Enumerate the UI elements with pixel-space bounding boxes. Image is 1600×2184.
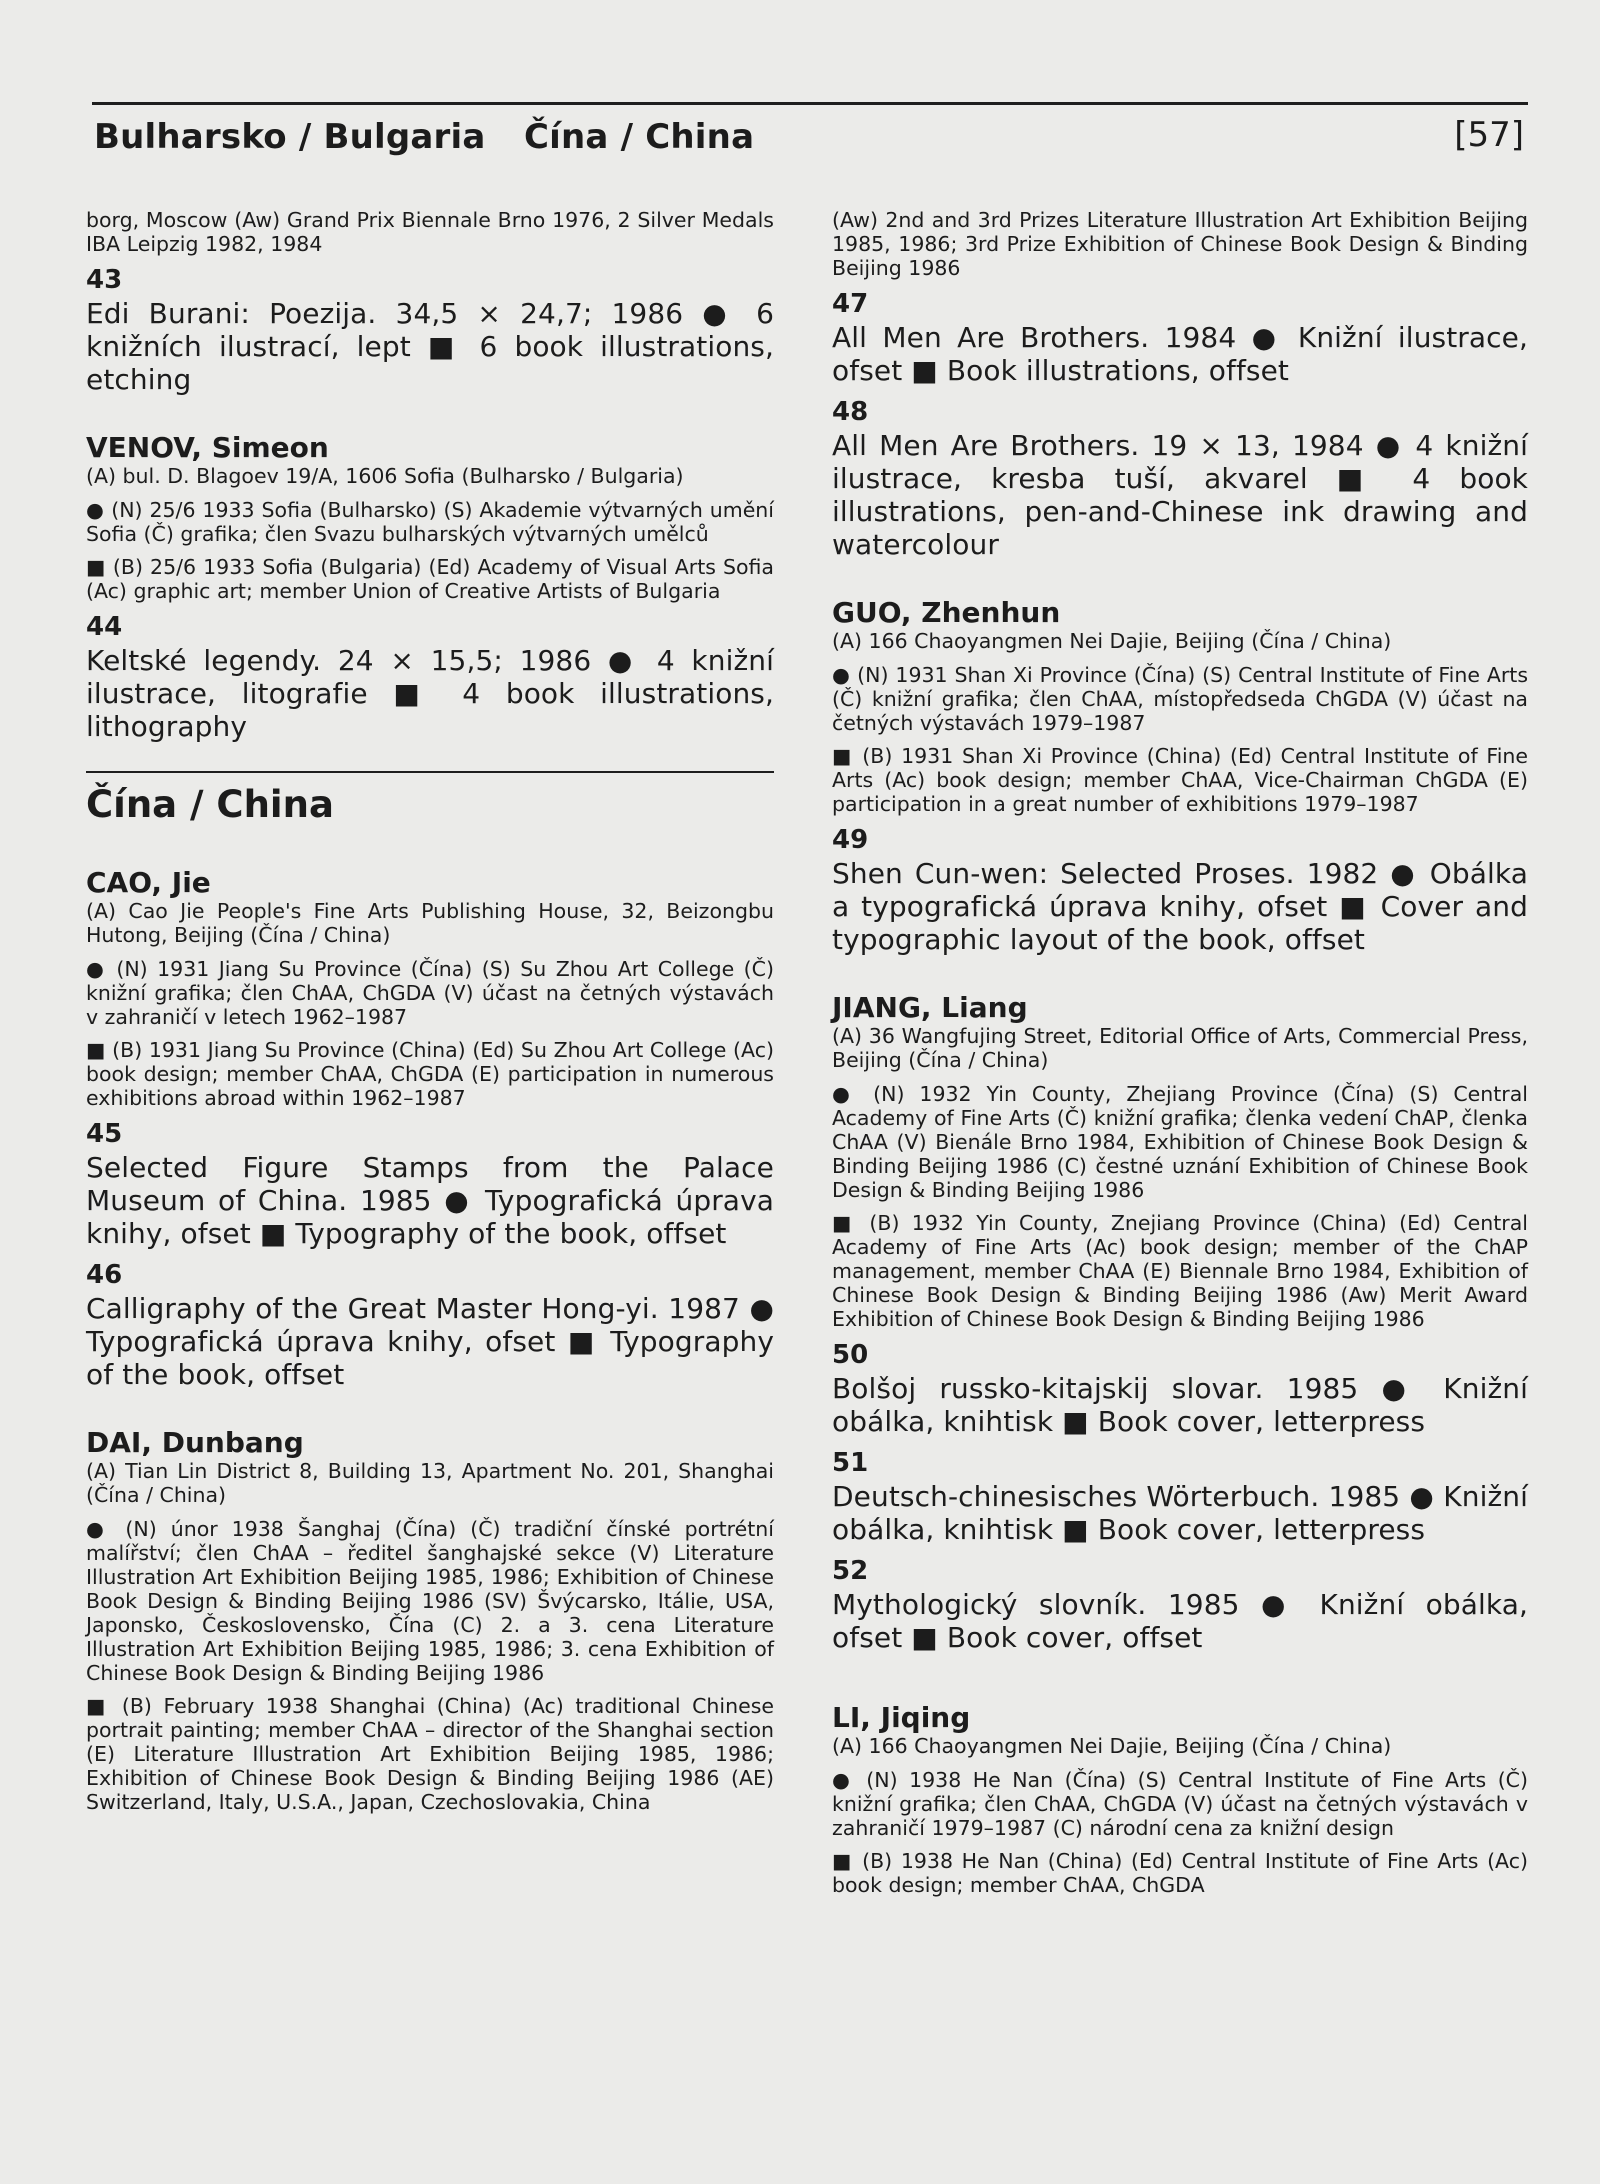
- work-description: All Men Are Brothers. 19 × 13, 1984 ● 4 knižní ilustrace, kresba tuší, akvarel ■ 4 book illustrations, pen-and-Chinese ink drawing and watercolour: [832, 429, 1528, 561]
- work-description: Mythologický slovník. 1985 ● Knižní obálka, ofset ■ Book cover, offset: [832, 1588, 1528, 1654]
- artist-bio-cz: ● (N) 1931 Shan Xi Province (Čína) (S) Central Institute of Fine Arts (Č) knižní grafika; člen ChAA, místopředseda ChGDA (V) účast na četných výstavách 1979–1987: [832, 663, 1528, 735]
- artist-address: (A) 36 Wangfujing Street, Editorial Office of Arts, Commercial Press, Beijing (Čína / China): [832, 1024, 1528, 1072]
- artist-name: GUO, Zhenhun: [832, 596, 1061, 629]
- artist-bio-en: ■ (B) February 1938 Shanghai (China) (Ac) traditional Chinese portrait painting; member ChAA – director of the Shanghai section (E) Literature Illustration Art Exhibition Beijing 1985, 1986; Exhibition of Chinese Book Design & Binding Beijing 1986 (AE) Switzerland, Italy, U.S.A., Japan, Czechoslovakia, China: [86, 1694, 774, 1814]
- artist-name: LI, Jiqing: [832, 1701, 971, 1734]
- artist-bio-en: ■ (B) 1932 Yin County, Znejiang Province (China) (Ed) Central Academy of Fine Arts (Ac) book design; member of the ChAP management, member ChAA (E) Biennale Brno 1984, Exhibition of Chinese Book Design & Binding Beijing 1986 (Aw) Merit Award Exhibition of Chinese Book Design & Binding Beijing 1986: [832, 1211, 1528, 1331]
- work-number: 49: [832, 825, 869, 855]
- artist-bio-en: ■ (B) 25/6 1933 Sofia (Bulgaria) (Ed) Academy of Visual Arts Sofia (Ac) graphic art; member Union of Creative Artists of Bulgaria: [86, 555, 774, 603]
- artist-bio-cz: ● (N) 1932 Yin County, Zhejiang Province (Čína) (S) Central Academy of Fine Arts (Č) knižní grafika; členka vedení ChAP, členka ChAA (V) Bienále Brno 1984, Exhibition of Chinese Book Design & Binding Beijing 1986 (C) čestné uznání Exhibition of Chinese Book Design & Binding Beijing 1986: [832, 1082, 1528, 1202]
- work-description: Selected Figure Stamps from the Palace Museum of China. 1985 ● Typografická úprava knihy, ofset ■ Typography of the book, offset: [86, 1151, 774, 1250]
- left-column: [86, 208, 774, 1823]
- artist-name: JIANG, Liang: [832, 991, 1028, 1024]
- section-title: Čína / China: [86, 783, 334, 826]
- work-number: 44: [86, 612, 123, 642]
- work-description: Shen Cun-wen: Selected Proses. 1982 ● Obálka a typografická úprava knihy, ofset ■ Cover and typographic layout of the book, offset: [832, 857, 1528, 956]
- header-country-right: Čína / China: [524, 117, 755, 157]
- work-number: 46: [86, 1260, 123, 1290]
- work-description: Calligraphy of the Great Master Hong-yi. 1987 ● Typografická úprava knihy, ofset ■ Typography of the book, offset: [86, 1292, 774, 1391]
- header-country-left: Bulharsko / Bulgaria: [94, 117, 486, 157]
- page-number: [57]: [1454, 115, 1524, 155]
- work-description: Deutsch-chinesisches Wörterbuch. 1985 ● Knižní obálka, knihtisk ■ Book cover, letterpress: [832, 1480, 1528, 1546]
- artist-address: (A) bul. D. Blagoev 19/A, 1606 Sofia (Bulharsko / Bulgaria): [86, 464, 684, 488]
- work-number: 51: [832, 1448, 869, 1478]
- artist-bio-cz: ● (N) 1931 Jiang Su Province (Čína) (S) Su Zhou Art College (Č) knižní grafika; člen ChAA, ChGDA (V) účast na četných výstavách v zahraničí v letech 1962–1987: [86, 957, 774, 1029]
- section-divider: [86, 771, 774, 773]
- artist-address: (A) Tian Lin District 8, Building 13, Apartment No. 201, Shanghai (Čína / China): [86, 1459, 774, 1507]
- continued-biography: borg, Moscow (Aw) Grand Prix Biennale Brno 1976, 2 Silver Medals IBA Leipzig 1982, 1984: [86, 208, 774, 256]
- artist-bio-en: ■ (B) 1931 Shan Xi Province (China) (Ed) Central Institute of Fine Arts (Ac) book design; member ChAA, Vice-Chairman ChGDA (E) participation in a great number of exhibitions 1979–1987: [832, 744, 1528, 816]
- work-number: 52: [832, 1556, 869, 1586]
- work-description: All Men Are Brothers. 1984 ● Knižní ilustrace, ofset ■ Book illustrations, offset: [832, 321, 1528, 387]
- work-number: 47: [832, 289, 869, 319]
- artist-bio-cz: ● (N) 25/6 1933 Sofia (Bulharsko) (S) Akademie výtvarných umění Sofia (Č) grafika; člen Svazu bulharských výtvarných umělců: [86, 498, 774, 546]
- work-number: 45: [86, 1119, 123, 1149]
- artist-bio-cz: ● (N) únor 1938 Šanghaj (Čína) (Č) tradiční čínské portrétní malířství; člen ChAA – ředitel šanghajské sekce (V) Literature Illustration Art Exhibition Beijing 1985, 1986; Exhibition of Chinese Book Design & Binding Beijing 1986 (SV) Švýcarsko, Itálie, USA, Japonsko, Československo, Čína (C) 2. a 3. cena Literature Illustration Art Exhibition Beijing 1985, 1986; 3. cena Exhibition of Chinese Book Design & Binding Beijing 1986: [86, 1517, 774, 1685]
- artist-address: (A) 166 Chaoyangmen Nei Dajie, Beijing (Čína / China): [832, 629, 1392, 653]
- artist-bio-cz: ● (N) 1938 He Nan (Čína) (S) Central Institute of Fine Arts (Č) knižní grafika; člen ChAA, ChGDA (V) účast na četných výstavách v zahraničí 1979–1987 (C) národní cena za knižní design: [832, 1768, 1528, 1840]
- artist-bio-en: ■ (B) 1938 He Nan (China) (Ed) Central Institute of Fine Arts (Ac) book design; member ChAA, ChGDA: [832, 1849, 1528, 1897]
- work-description: Bolšoj russko-kitajskij slovar. 1985 ● Knižní obálka, knihtisk ■ Book cover, letterpress: [832, 1372, 1528, 1438]
- work-number: 50: [832, 1340, 869, 1370]
- artist-bio-en: ■ (B) 1931 Jiang Su Province (China) (Ed) Su Zhou Art College (Ac) book design; member ChAA, ChGDA (E) participation in numerous exhibitions abroad within 1962–1987: [86, 1038, 774, 1110]
- artist-address: (A) 166 Chaoyangmen Nei Dajie, Beijing (Čína / China): [832, 1734, 1392, 1758]
- artist-name: VENOV, Simeon: [86, 431, 329, 464]
- continued-biography: (Aw) 2nd and 3rd Prizes Literature Illustration Art Exhibition Beijing 1985, 1986; 3rd Prize Exhibition of Chinese Book Design & Binding Beijing 1986: [832, 208, 1528, 280]
- artist-address: (A) Cao Jie People's Fine Arts Publishing House, 32, Beizongbu Hutong, Beijing (Čína / China): [86, 899, 774, 947]
- work-description: Keltské legendy. 24 × 15,5; 1986 ● 4 knižní ilustrace, litografie ■ 4 book illustrations, lithography: [86, 644, 774, 743]
- right-column: [832, 208, 1528, 1906]
- page-header: [92, 102, 1528, 163]
- work-number: 48: [832, 397, 869, 427]
- artist-name: DAI, Dunbang: [86, 1426, 304, 1459]
- work-number: 43: [86, 265, 123, 295]
- artist-name: CAO, Jie: [86, 866, 211, 899]
- work-description: Edi Burani: Poezija. 34,5 × 24,7; 1986 ● 6 knižních ilustrací, lept ■ 6 book illustrations, etching: [86, 297, 774, 396]
